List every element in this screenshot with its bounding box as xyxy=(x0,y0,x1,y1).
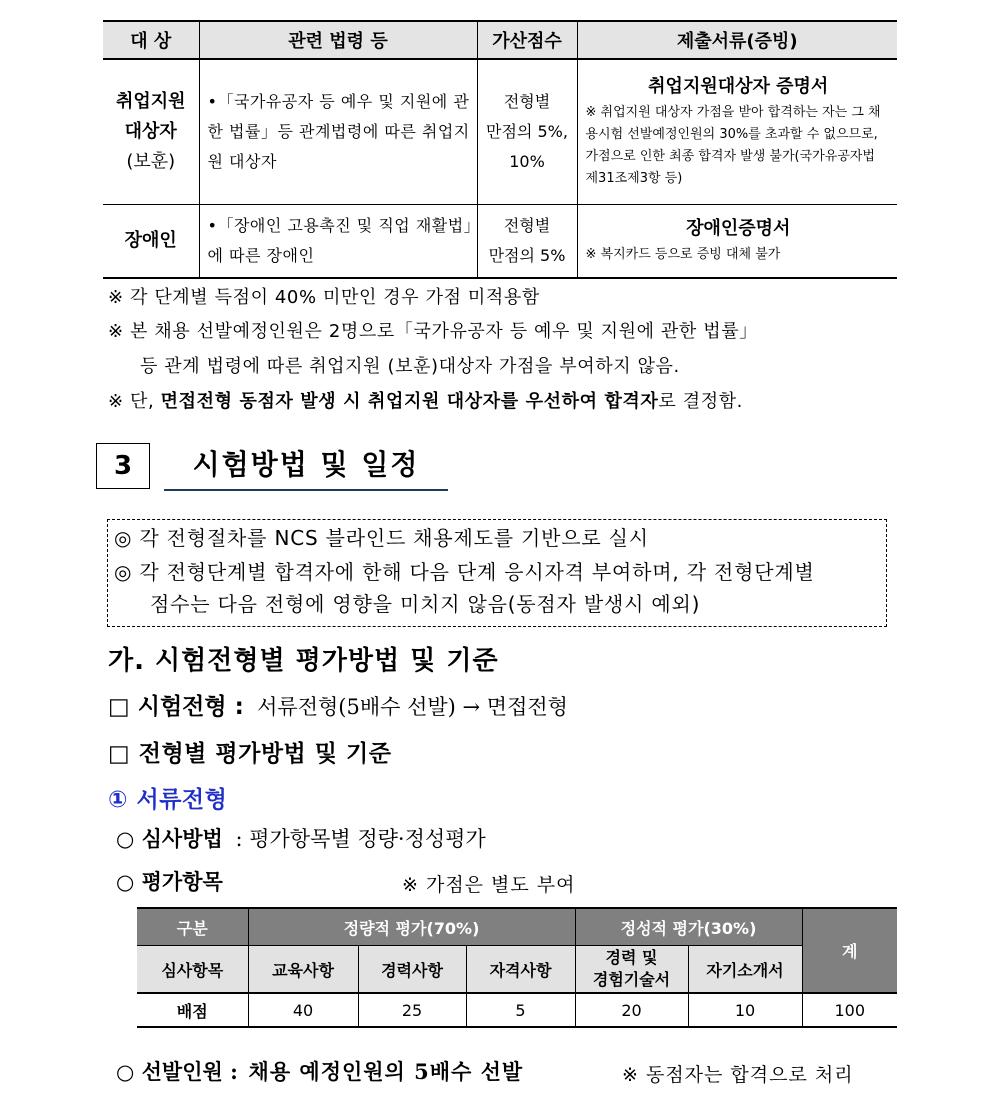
score-line: 전형별 xyxy=(503,92,551,111)
document-note: ※ 취업지원 대상자 가점을 받아 합격하는 자는 그 채용시험 선발예정인원의 30%를 초과할 수 없으므로, 가점으로 인한 최종 합격자 발생 불가(국가유공자법 제31조제3항 등) xyxy=(585,105,881,186)
document-note: ※ 복지카드 등으로 증빙 대체 불가 xyxy=(585,247,781,262)
header-target: 대 상 xyxy=(103,21,199,59)
selection-label: ○ 선발인원 : xyxy=(116,1059,238,1084)
sub-item: 자격사항 xyxy=(466,946,575,994)
score-line: 만점의 5% xyxy=(488,246,566,265)
section-title: 시험방법 및 일정 xyxy=(164,443,448,491)
value-cell: 100 xyxy=(802,993,897,1027)
score-line: 전형별 xyxy=(503,216,551,235)
table-row xyxy=(137,993,897,1027)
exam-value: 서류전형(5배수 선발) → 면접전형 xyxy=(257,695,568,719)
sub-item: 경력사항 xyxy=(358,946,466,994)
selection-line xyxy=(116,1056,523,1086)
law-cell: •「국가유공자 등 예우 및 지원에 관한 법률」등 관계법령에 따른 취업지원 대상자 xyxy=(199,59,477,205)
target-line: 장애인 xyxy=(124,230,177,251)
note-prefix: ※ 단, xyxy=(108,391,161,412)
criteria-heading: □ 전형별 평가방법 및 기준 xyxy=(108,741,392,767)
law-cell: •「장애인 고용촉진 및 직업 재활법」에 따른 장애인 xyxy=(199,205,477,279)
header-quantitative: 정량적 평가(70%) xyxy=(248,908,575,946)
value-cell: 20 xyxy=(575,993,688,1027)
score-cell xyxy=(477,205,577,279)
note-line: ※ 각 단계별 득점이 40% 미만인 경우 가점 미적용함 xyxy=(108,287,540,308)
review-label: ○ 심사방법 xyxy=(116,826,223,851)
document-title: 장애인증명서 xyxy=(686,218,791,239)
overview-line: 점수는 다음 전형에 영향을 미치지 않음(동점자 발생시 예외) xyxy=(150,592,701,616)
header-qualitative: 정성적 평가(30%) xyxy=(575,908,802,946)
value-cell: 10 xyxy=(688,993,802,1027)
header-documents: 제출서류(증빙) xyxy=(577,21,897,59)
overview-line: ◎ 각 전형단계별 합격자에 한해 다음 단계 응시자격 부여하며, 각 전형단계별 xyxy=(114,560,815,584)
header-total: 계 xyxy=(802,908,897,993)
selection-note: ※ 동점자는 합격으로 처리 xyxy=(622,1064,854,1086)
section-number: 3 xyxy=(96,443,150,489)
items-line xyxy=(116,866,223,896)
sub-item: 자기소개서 xyxy=(688,946,802,994)
target-cell xyxy=(103,59,199,205)
note-emphasis: 면접전형 동점자 발생 시 취업지원 대상자를 우선하여 합격자 xyxy=(160,391,659,412)
sub-label: 심사항목 xyxy=(137,946,248,994)
overview-line: ◎ 각 전형절차를 NCS 블라인드 채용제도를 기반으로 실시 xyxy=(114,526,649,550)
score-line: 10% xyxy=(509,152,545,171)
exam-label: □ 시험전형 : xyxy=(108,694,244,720)
header-division: 구분 xyxy=(137,908,248,946)
note-line xyxy=(108,385,743,418)
value-label: 배점 xyxy=(137,993,248,1027)
review-value: : 평가항목별 정량·정성평가 xyxy=(235,827,486,851)
value-cell: 40 xyxy=(248,993,358,1027)
sub-heading: 가. 시험전형별 평가방법 및 기준 xyxy=(108,646,499,676)
table-row xyxy=(103,59,897,205)
selection-value: 채용 예정인원의 5배수 선발 xyxy=(248,1059,524,1084)
target-line: (보훈) xyxy=(126,151,176,172)
value-cell: 5 xyxy=(466,993,575,1027)
documents-cell xyxy=(577,205,897,279)
table-row xyxy=(103,205,897,279)
sub-item: 경력 및 경험기술서 xyxy=(575,946,688,994)
document-title: 취업지원대상자 증명서 xyxy=(648,76,829,97)
documents-cell xyxy=(577,59,897,205)
review-line xyxy=(116,823,486,853)
note-line: 등 관계 법령에 따른 취업지원 (보훈)대상자 가점을 부여하지 않음. xyxy=(140,356,680,377)
note-suffix: 로 결정함. xyxy=(658,391,744,412)
evaluation-table xyxy=(137,907,897,1028)
bonus-points-table xyxy=(103,20,897,279)
target-line: 취업지원 xyxy=(115,91,186,112)
header-score: 가산점수 xyxy=(477,21,577,59)
items-label: ○ 평가항목 xyxy=(116,869,223,894)
target-cell xyxy=(103,205,199,279)
value-cell: 25 xyxy=(358,993,466,1027)
document-stage-heading: ① 서류전형 xyxy=(108,787,228,813)
score-cell xyxy=(477,59,577,205)
sub-item: 교육사항 xyxy=(248,946,358,994)
note-line: ※ 본 채용 선발예정인원은 2명으로「국가유공자 등 예우 및 지원에 관한 법률」 xyxy=(108,321,758,342)
exam-line xyxy=(108,688,568,721)
header-law: 관련 법령 등 xyxy=(199,21,477,59)
items-note: ※ 가점은 별도 부여 xyxy=(402,874,576,896)
score-line: 만점의 5%, xyxy=(486,122,568,141)
target-line: 대상자 xyxy=(124,121,177,142)
